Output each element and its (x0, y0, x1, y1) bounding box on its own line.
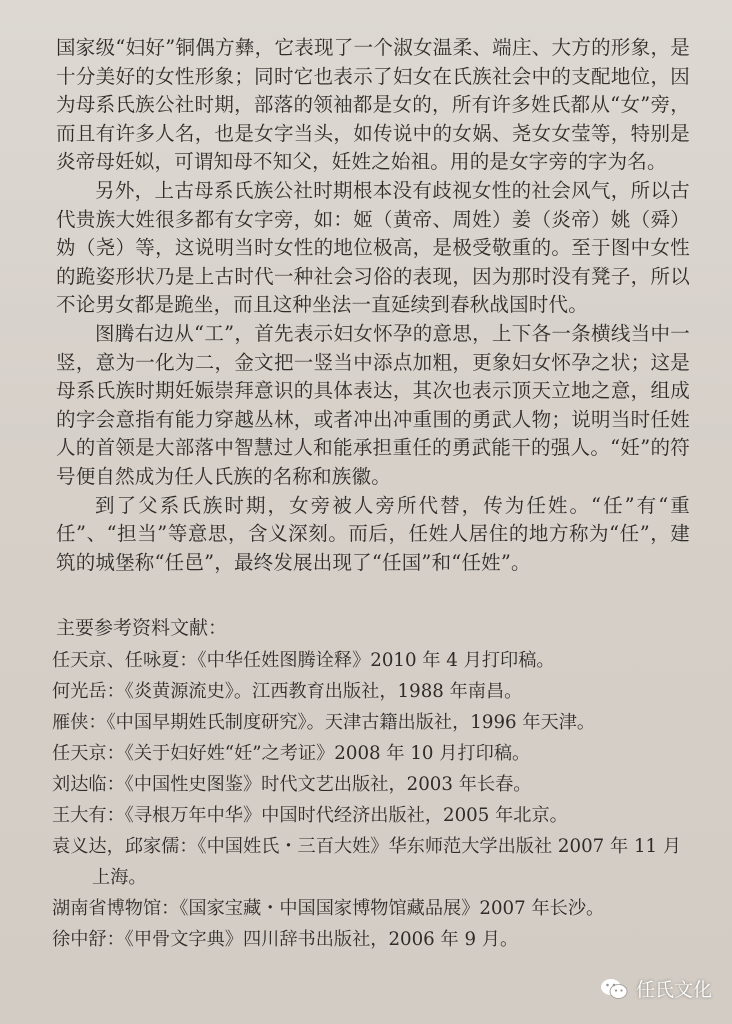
reference-item: 湖南省博物馆：《国家宝藏・中国国家博物馆藏品展》2007 年长沙。 (52, 898, 605, 920)
paragraph-2: 另外，上古母系氏族公社时期根本没有歧视女性的社会风气，所以古代贵族大姓很多都有女字旁，如：姬（黄帝、周姓）姜（炎帝）姚（舜）妫（尧）等，这说明当时女性的地位极高，是极受敬重的。至于图中女性的跪姿形状乃是上古时代一种社会习俗的表现，因为那时没有凳子，所以不论男女都是跪坐，而且这种坐法一直延续到春秋战国时代。 (56, 178, 690, 317)
reference-item: 雁侠：《中国早期姓氏制度研究》。天津古籍出版社，1996 年天津。 (52, 712, 596, 734)
reference-item: 王大有：《寻根万年中华》中国时代经济出版社，2005 年北京。 (52, 805, 568, 827)
reference-item: 徐中舒：《甲骨文字典》四川辞书出版社，2006 年 9 月。 (52, 929, 519, 951)
wechat-icon (600, 977, 628, 1001)
reference-item: 何光岳：《炎黄源流史》。江西教育出版社，1988 年南昌。 (52, 681, 523, 703)
reference-item: 任天京、任咏夏：《中华任姓图腾诠释》2010 年 4 月打印稿。 (52, 650, 555, 672)
watermark-label: 任氏文化 (635, 979, 712, 1001)
paragraph-1: 国家级“妇好”铜偶方彝，它表现了一个淑女温柔、端庄、大方的形象，是十分美好的女性形象；同时它也表示了妇女在氏族社会中的支配地位，因为母系氏族公社时期，部落的领袖都是女的，所有许多姓氏都从“女”旁，而且有许多人名，也是女字当头，如传说中的女娲、尧女女莹等，特别是炎帝母妊姒，可谓知母不知父，妊姓之始祖。用的是女字旁的字为名。 (56, 36, 690, 174)
references-list (52, 645, 690, 955)
wechat-watermark (600, 975, 712, 1002)
reference-item: 刘达临：《中国性史图鉴》时代文艺出版社，2003 年长春。 (52, 774, 532, 796)
body-text (56, 34, 690, 577)
reference-item: 袁义达，邱家儒：《中国姓氏・三百大姓》华东师范大学出版社 2007 年 11 月上海。 (52, 836, 682, 889)
paragraph-3: 图腾右边从“工”，首先表示妇女怀孕的意思，上下各一条横线当中一竖，意为一化为二，金文把一竖当中添点加粗，更象妇女怀孕之状；这是母系氏族时期妊娠崇拜意识的具体表达，其次也表示顶天立地之意，组成的字会意指有能力穿越丛林，或者冲出冲重围的勇武人物；说明当时任姓人的首领是大部落中智慧过人和能承担重任的勇武能干的强人。“妊”的符号便自然成为任人氏族的名称和族徽。 (56, 321, 690, 488)
references-section (52, 613, 690, 955)
paragraph-4: 到了父系氏族时期，女旁被人旁所代替，传为任姓。“任”有“重任”、“担当”等意思，含义深刻。而后，任姓人居住的地方称为“任”，建筑的城堡称“任邑”，最终发展出现了“任国”和“任姓”。 (56, 493, 690, 574)
reference-item: 任天京：《关于妇好姓“妊”之考证》2008 年 10 月打印稿。 (52, 743, 531, 765)
references-title: 主要参考资料文献： (56, 617, 228, 640)
